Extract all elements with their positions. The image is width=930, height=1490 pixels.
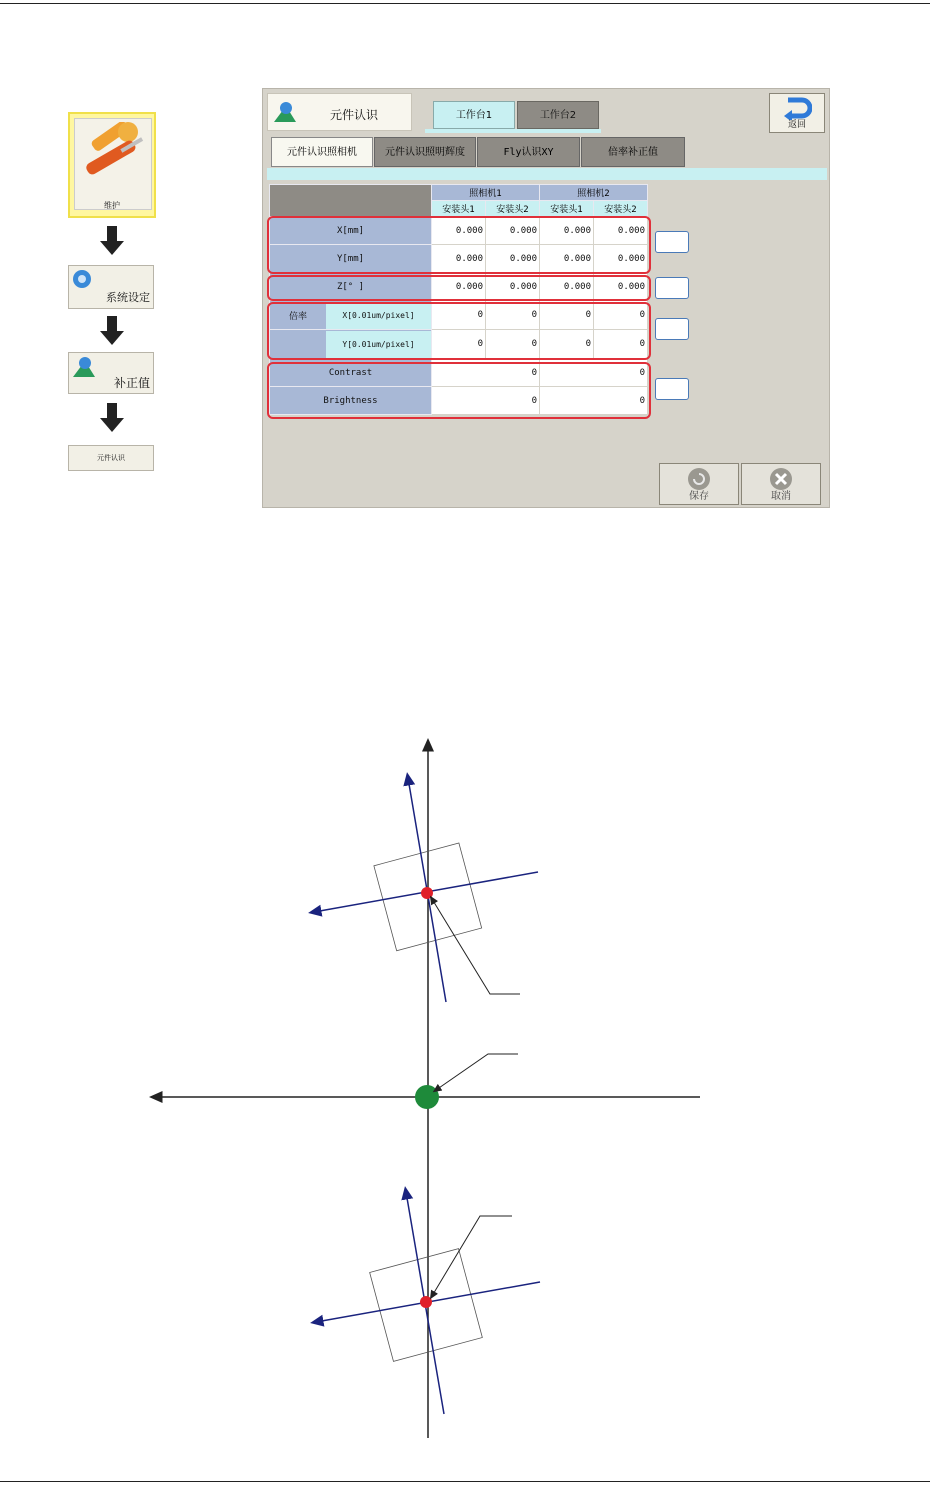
brightness-value[interactable]: 0: [432, 387, 540, 415]
lower-center-marker: [420, 1296, 432, 1308]
head-header: 安装头2: [486, 201, 540, 217]
recognition-icon: [272, 100, 298, 124]
offset-value-button[interactable]: [68, 352, 154, 394]
ratio-y-value[interactable]: 0: [594, 330, 648, 359]
maintain-label: 维护: [104, 201, 120, 210]
tab-stage-2[interactable]: 工作台2: [517, 101, 599, 129]
subtab-camera[interactable]: 元件认识照相机: [271, 137, 373, 167]
system-settings-button[interactable]: [68, 265, 154, 309]
component-recognition-label: 元件认识: [97, 454, 125, 462]
ratio-y-value[interactable]: 0: [486, 330, 540, 359]
upper-center-marker: [421, 887, 433, 899]
camera-1-header: 照相机1: [432, 185, 540, 201]
subtab-lighting[interactable]: 元件认识照明辉度: [374, 137, 476, 167]
x-value[interactable]: 0.000: [594, 217, 648, 245]
z-value[interactable]: 0.000: [486, 273, 540, 301]
component-recognition-button[interactable]: [68, 445, 154, 471]
offset-icon: [71, 355, 97, 379]
ratio-x-value[interactable]: 0: [432, 301, 486, 330]
contrast-value[interactable]: 0: [432, 359, 540, 387]
x-row-label: X[mm]: [270, 217, 432, 245]
upper-leader-line: [432, 899, 520, 994]
offset-value-label: 补正值: [113, 376, 150, 390]
lower-leader-line: [432, 1216, 512, 1296]
subtab-ratio-offset[interactable]: 倍率补正值: [581, 137, 685, 167]
coordinate-diagram: [0, 730, 930, 1490]
x-value[interactable]: 0.000: [486, 217, 540, 245]
y-value[interactable]: 0.000: [486, 245, 540, 273]
head-header: 安装头2: [594, 201, 648, 217]
x-value[interactable]: 0.000: [540, 217, 594, 245]
y-row-label: Y[mm]: [270, 245, 432, 273]
ratio-y-value[interactable]: 0: [432, 330, 486, 359]
system-settings-label: 系统设定: [106, 291, 150, 304]
origin-leader-line: [436, 1054, 518, 1090]
xy-highlight: [267, 216, 651, 274]
brightness-label: Brightness: [270, 387, 432, 415]
xy-apply-button[interactable]: [655, 231, 689, 253]
ratio-y-label: Y[0.01um/pixel]: [326, 331, 431, 358]
z-row-label: Z[° ]: [270, 273, 432, 301]
ratio-highlight: [267, 302, 651, 360]
contrast-value[interactable]: 0: [540, 359, 648, 387]
flow-arrow-1: [107, 226, 117, 242]
camera-2-header: 照相机2: [540, 185, 648, 201]
maintain-button[interactable]: [68, 112, 156, 218]
lighting-apply-button[interactable]: [655, 378, 689, 400]
ratio-y-value[interactable]: 0: [540, 330, 594, 359]
ratio-x-label: X[0.01um/pixel]: [326, 302, 431, 329]
subtab-underline: [267, 168, 827, 180]
lighting-highlight: [267, 362, 651, 419]
ratio-apply-button[interactable]: [655, 318, 689, 340]
panel-title: 元件认识: [330, 108, 379, 122]
y-value[interactable]: 0.000: [540, 245, 594, 273]
return-label: 返回: [787, 120, 806, 130]
save-button[interactable]: [659, 463, 739, 505]
ratio-x-value[interactable]: 0: [486, 301, 540, 330]
ratio-label: 倍率: [288, 311, 307, 322]
z-apply-button[interactable]: [655, 277, 689, 299]
head-header: 安装头1: [540, 201, 594, 217]
origin-marker: [415, 1085, 439, 1109]
top-rule: [0, 3, 930, 4]
head-header: 安装头1: [432, 201, 486, 217]
z-value[interactable]: 0.000: [594, 273, 648, 301]
cancel-button[interactable]: [741, 463, 821, 505]
cancel-label: 取消: [771, 491, 791, 502]
contrast-label: Contrast: [270, 359, 432, 387]
table-corner: [270, 185, 432, 217]
ratio-x-value[interactable]: 0: [594, 301, 648, 330]
gear-icon: [71, 268, 93, 290]
wrench-icon: [80, 122, 150, 184]
ratio-x-value[interactable]: 0: [540, 301, 594, 330]
save-label: 保存: [689, 491, 709, 502]
subtab-fly-xy[interactable]: Fly认识XY: [477, 137, 580, 167]
return-button[interactable]: [769, 93, 825, 133]
z-highlight: [267, 275, 651, 301]
y-value[interactable]: 0.000: [594, 245, 648, 273]
z-value[interactable]: 0.000: [432, 273, 486, 301]
flow-arrow-3: [107, 403, 117, 419]
z-value[interactable]: 0.000: [540, 273, 594, 301]
panel-title-box: [267, 93, 412, 131]
x-value[interactable]: 0.000: [432, 217, 486, 245]
recognition-panel: [262, 88, 830, 508]
flow-arrow-2: [107, 316, 117, 332]
y-value[interactable]: 0.000: [432, 245, 486, 273]
brightness-value[interactable]: 0: [540, 387, 648, 415]
tab-stage-1[interactable]: 工作台1: [433, 101, 515, 129]
